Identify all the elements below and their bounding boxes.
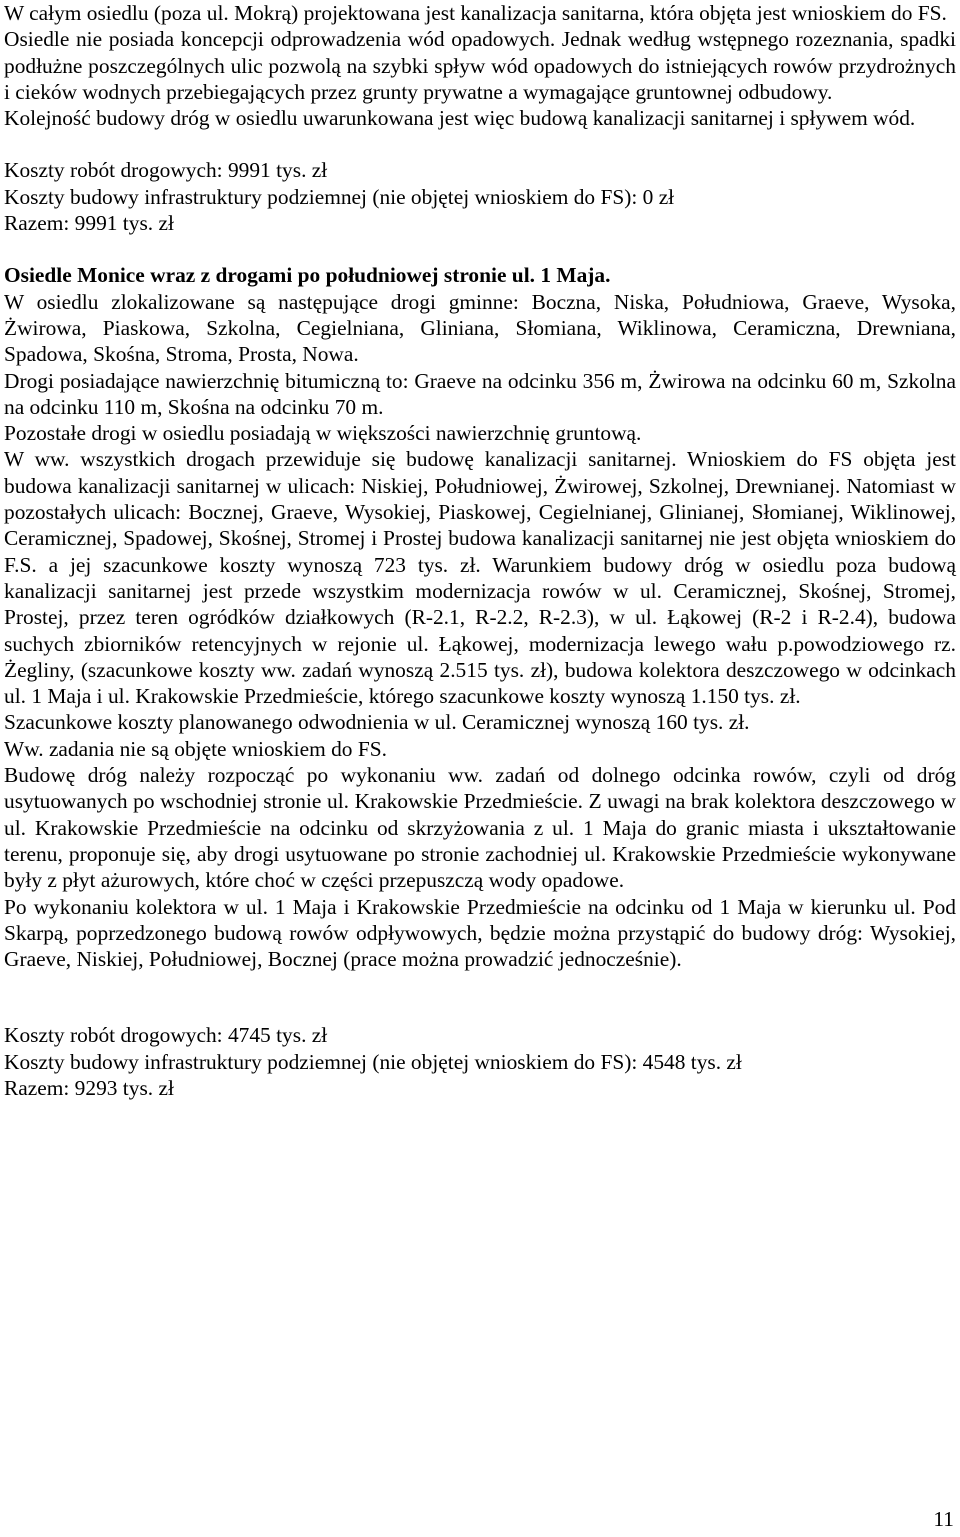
paragraph-sanitation-scope: W całym osiedlu (poza ul. Mokrą) projektowana jest kanalizacja sanitarna, która objęta jest wnioskiem do FS. bbox=[4, 1, 947, 25]
infrastructure-cost-line: Koszty budowy infrastruktury podziemnej (nie objętej wnioskiem do FS): 0 zł bbox=[4, 184, 675, 209]
total-cost-line: Razem: 9293 tys. zł bbox=[4, 1075, 174, 1100]
infrastructure-cost-line: Koszty budowy infrastruktury podziemnej (nie objętej wnioskiem do FS): 4548 tys. zł bbox=[4, 1049, 742, 1074]
road-cost-line: Koszty robót drogowych: 9991 tys. zł bbox=[4, 158, 328, 183]
paragraph-not-covered: Ww. zadania nie są objęte wnioskiem do FS. bbox=[4, 736, 387, 761]
section-heading: Osiedle Monice wraz z drogami po południowej stronie ul. 1 Maja. bbox=[4, 263, 611, 288]
paragraph-rainwater-concept: Osiedle nie posiada koncepcji odprowadzenia wód opadowych. Jednak według wstępnego rozeznania, spadki podłużne poszczególnych ulic pozwolą na szybki spływ wód opadowych do istniejących rowów przydrożnych i cieków wodnych przebiegających przez grunty prywatne a wymagające gruntownej odbudowy. bbox=[4, 27, 956, 104]
paragraph-dirt-roads: Pozostałe drogi w osiedlu posiadają w większości nawierzchnię gruntową. bbox=[4, 421, 642, 446]
page-number: 11 bbox=[933, 1507, 954, 1531]
road-cost-line: Koszty robót drogowych: 4745 tys. zł bbox=[4, 1023, 328, 1048]
paragraph-sanitation-plan: W ww. wszystkich drogach przewiduje się budowę kanalizacji sanitarnej. Wnioskiem do FS objęta jest budowa kanalizacji sanitarnej w ulicach: Niskiej, Południowej, Żwirowej, Szkolnej, Drewnianej. Natomiast w pozostałych ulicach: Bocznej, Graeve, Wysokiej, Piaskowej, Cegielnianej, Glinianej, Słomianej, Wiklinowej, Ceramicznej, Spadowej, Skośnej, Stromej i Prostej budowa kanalizacji sanitarnej nie jest objęta wnioskiem do F.S. a jej szacunkowe koszty wynoszą 723 tys. zł. Warunkiem budowy dróg w osiedlu poza budową kanalizacji sanitarnej jest przede wszystkim modernizacja rowów w ul. Ceramicznej, Skośnej, Stromej, Prostej, przez teren ogródków działkowych (R-2.1, R-2.2, R-2.3), w ul. Łąkowej (R-2 i R-2.4), budowa suchych zbiorników retencyjnych w rejonie ul. Łąkowej, modernizacja lewego wału p.powodziowego rz. Żegliny, (szacunkowe koszty ww. zadań wynoszą 2.515 tys. zł), budowa kolektora deszczowego w odcinkach ul. 1 Maja i ul. Krakowskie Przedmieście, którego szacunkowe koszty wynoszą 1.150 tys. zł. bbox=[4, 447, 956, 709]
paragraph-construction-order: Kolejność budowy dróg w osiedlu uwarunkowana jest więc budową kanalizacji sanitarnej i spływem wód. bbox=[4, 106, 916, 131]
paragraph-start-order: Budowę dróg należy rozpocząć po wykonaniu ww. zadań od dolnego odcinka rowów, czyli od dróg usytuowanych po wschodniej stronie ul. Krakowskie Przedmieście. Z uwagi na brak kolektora deszczowego w ul. Krakowskie Przedmieście na odcinku od skrzyżowania z ul. 1 Maja do granic miasta i ukształtowanie terenu, proponuje się, aby drogi usytuowane po stronie zachodniej ul. Krakowskie Przedmieście wykonywane były z płyt ażurowych, które choć w części przepuszczą wody opadowe. bbox=[4, 763, 956, 893]
paragraph-after-collector: Po wykonaniu kolektora w ul. 1 Maja i Krakowskie Przedmieście na odcinku od 1 Maja w kierunku ul. Pod Skarpą, poprzedzonego budową rowów odpływowych, będzie można przystąpić do budowy dróg: Wysokiej, Graeve, Niskiej, Południowej, Bocznej (prace można prowadzić jednocześnie). bbox=[4, 894, 956, 972]
paragraph-roads-list: W osiedlu zlokalizowane są następujące drogi gminne: Boczna, Niska, Południowa, Graeve, Wysoka, Żwirowa, Piaskowa, Szkolna, Cegielniana, Gliniana, Słomiana, Wiklinowa, Ceramiczna, Drewniana, Spadowa, Skośna, Stroma, Prosta, Nowa. bbox=[4, 289, 956, 367]
paragraph-bitumen-roads: Drogi posiadające nawierzchnię bitumiczną to: Graeve na odcinku 356 m, Żwirowa na odcinku 60 m, Szkolna na odcinku 110 m, Skośna na odcinku 70 m. bbox=[4, 368, 956, 419]
document-page bbox=[4, 0, 956, 1101]
paragraph-drainage-cost: Szacunkowe koszty planowanego odwodnienia w ul. Ceramicznej wynoszą 160 tys. zł. bbox=[4, 710, 750, 735]
total-cost-line: Razem: 9991 tys. zł bbox=[4, 211, 174, 236]
